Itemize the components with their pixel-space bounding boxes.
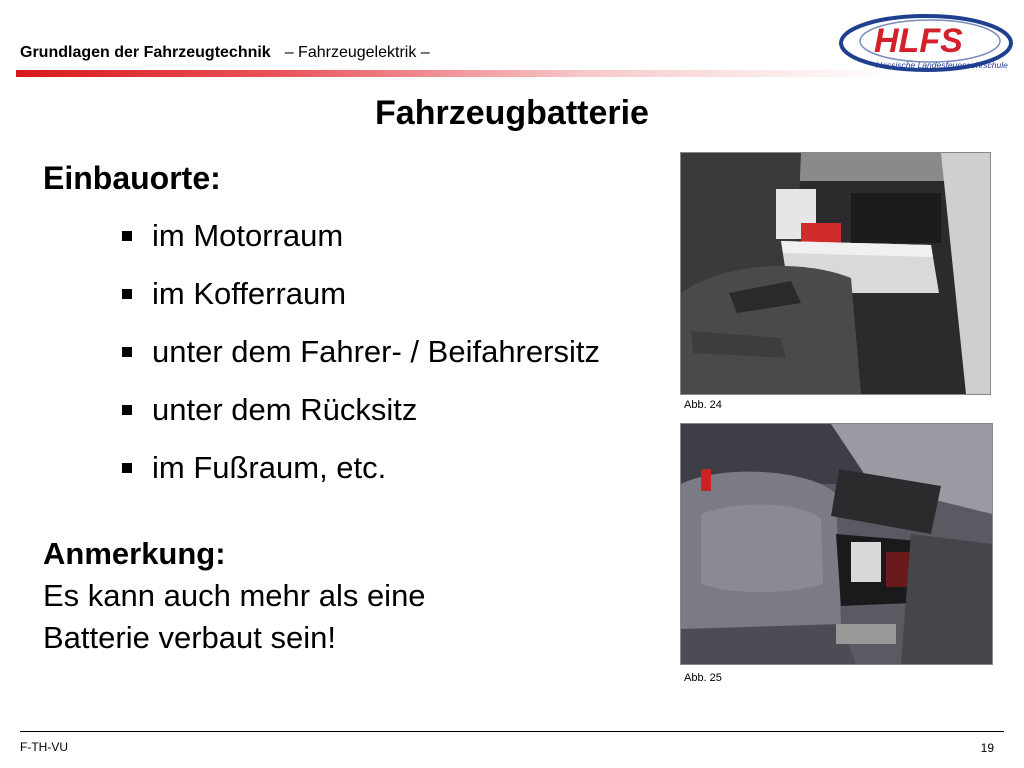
footer-divider: [20, 731, 1004, 732]
figure-caption: Abb. 25: [684, 672, 722, 684]
list-item: unter dem Rücksitz: [122, 392, 600, 450]
einbauorte-list: [122, 218, 600, 508]
trunk-battery-photo: [680, 152, 991, 395]
anmerkung-line: Es kann auch mehr als eine: [43, 578, 426, 613]
anmerkung-block: [43, 533, 426, 659]
anmerkung-line: Batterie verbaut sein!: [43, 620, 336, 655]
page-number: 19: [980, 741, 994, 755]
course-title: Grundlagen der Fahrzeugtechnik: [20, 44, 271, 61]
square-bullet-icon: [122, 289, 132, 299]
einbauorte-heading: Einbauorte:: [43, 160, 221, 196]
logo-text: HLFS: [874, 22, 963, 60]
course-topic: – Fahrzeugelektrik –: [284, 44, 430, 61]
list-item: unter dem Fahrer- / Beifahrersitz: [122, 334, 600, 392]
logo-subtitle: Hessische Landesfeuerwehrschule: [876, 60, 1008, 70]
hlfs-logo: [838, 10, 1014, 74]
list-item: im Motorraum: [122, 218, 600, 276]
square-bullet-icon: [122, 463, 132, 473]
square-bullet-icon: [122, 405, 132, 415]
slide-title: Fahrzeugbatterie: [375, 94, 649, 132]
square-bullet-icon: [122, 231, 132, 241]
seat-battery-photo: [680, 423, 993, 665]
footer-code: F-TH-VU: [20, 740, 68, 754]
slide-header: [20, 44, 430, 62]
figure-caption: Abb. 24: [684, 399, 722, 411]
anmerkung-heading: Anmerkung:: [43, 536, 226, 571]
square-bullet-icon: [122, 347, 132, 357]
list-item: im Kofferraum: [122, 276, 600, 334]
list-item: im Fußraum, etc.: [122, 450, 600, 508]
header-accent-bar: [16, 70, 896, 77]
